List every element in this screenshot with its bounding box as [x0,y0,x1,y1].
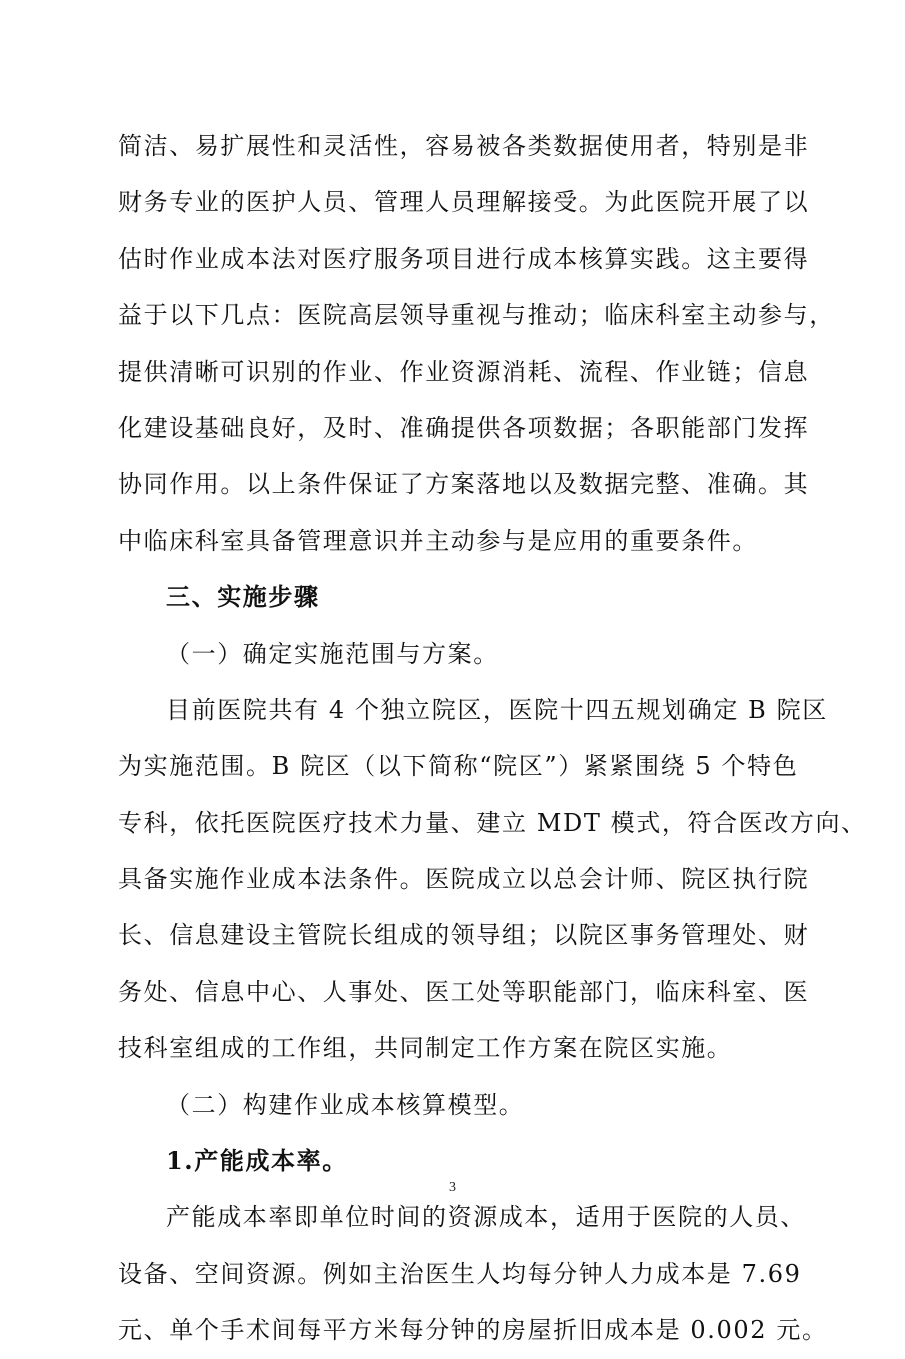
paragraph-line: 财务专业的医护人员、管理人员理解接受。为此医院开展了以 [118,188,810,217]
paragraph-line: 技科室组成的工作组，共同制定工作方案在院区实施。 [118,1034,733,1063]
paragraph-line: 估时作业成本法对医疗服务项目进行成本核算实践。这主要得 [118,244,810,273]
numbered-heading: 1.产能成本率。 [166,1146,348,1176]
paragraph-line: 长、信息建设主管院长组成的领导组；以院区事务管理处、财 [118,921,810,950]
document-body [118,118,867,1359]
paragraph-line: 产能成本率即单位时间的资源成本，适用于医院的人员、 [166,1203,806,1232]
paragraph-line: 目前医院共有 4 个独立院区，医院十四五规划确定 B 院区 [166,695,828,724]
paragraph-line: 化建设基础良好，及时、准确提供各项数据；各职能部门发挥 [118,413,810,442]
paragraph-line: 简洁、易扩展性和灵活性，容易被各类数据使用者，特别是非 [118,132,810,160]
page-number: 3 [449,1180,456,1195]
paragraph-line: 中临床科室具备管理意识并主动参与是应用的重要条件。 [118,526,758,555]
subsection-heading: （一）确定实施范围与方案。 [166,639,499,668]
paragraph-line: 提供清晰可识别的作业、作业资源消耗、流程、作业链；信息 [118,357,810,386]
paragraph-line: 务处、信息中心、人事处、医工处等职能部门，临床科室、医 [118,977,810,1006]
subsection-heading: （二）构建作业成本核算模型。 [166,1090,525,1119]
paragraph-line: 为实施范围。B 院区（以下简称“院区”）紧紧围绕 5 个特色 [118,752,799,781]
paragraph-line: 益于以下几点：医院高层领导重视与推动；临床科室主动参与， [118,301,835,330]
paragraph-line: 专科，依托医院医疗技术力量、建立 MDT 模式，符合医改方向、 [118,808,867,837]
paragraph-line: 设备、空间资源。例如主治医生人均每分钟人力成本是 7.69 [118,1259,802,1288]
paragraph-line: 协同作用。以上条件保证了方案落地以及数据完整、准确。其 [118,470,810,499]
paragraph-line: 元、单个手术间每平方米每分钟的房屋折旧成本是 0.002 元。 [118,1316,828,1345]
section-heading: 三、实施步骤 [166,583,320,612]
paragraph-line: 具备实施作业成本法条件。医院成立以总会计师、院区执行院 [118,865,810,894]
